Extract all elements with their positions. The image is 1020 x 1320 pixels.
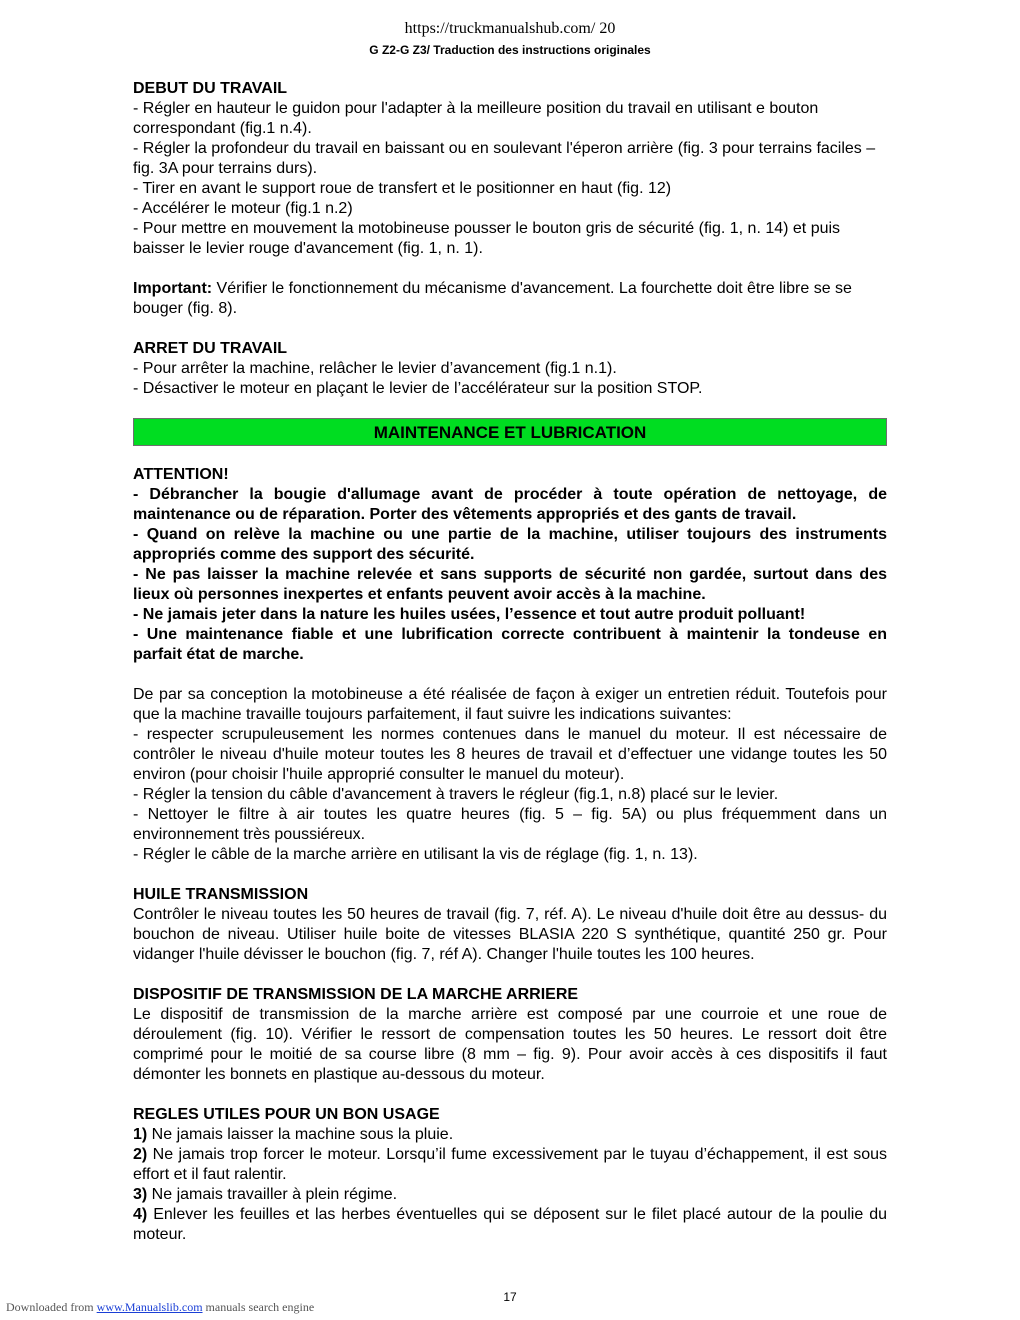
important-text: Vérifier le fonctionnement du mécanisme d'avancement. La fourchette doit être libre se se bouger (fig. 8). <box>133 280 852 317</box>
regle-number: 4) <box>133 1206 148 1223</box>
regle-number: 1) <box>133 1126 148 1143</box>
maintenance-banner: MAINTENANCE ET LUBRICATION <box>133 418 887 446</box>
debut-line: - Accélérer le moteur (fig.1 n.2) <box>133 200 353 217</box>
regle-number: 2) <box>133 1146 148 1163</box>
important-label: Important: <box>133 280 213 297</box>
attention-line: - Quand on relève la machine ou une partie de la machine, utiliser toujours des instruments appropriés comme des support des sécurité. <box>133 526 887 563</box>
regle-item <box>133 1125 887 1145</box>
debut-line: - Tirer en avant le support roue de transfert et le positionner en haut (fig. 12) <box>133 180 672 197</box>
download-footer <box>6 1300 314 1315</box>
attention-line: - Ne jamais jeter dans la nature les huiles usées, l’essence et tout autre produit polluant! <box>133 606 806 623</box>
header-url: https://truckmanualshub.com/ 20 <box>404 20 616 37</box>
section-title-dispositif: DISPOSITIF DE TRANSMISSION DE LA MARCHE ARRIERE <box>133 986 579 1003</box>
document-body <box>133 79 887 1245</box>
header-subtitle: G Z2-G Z3/ Traduction des instructions originales <box>369 43 651 57</box>
entretien-line: - Régler le câble de la marche arrière en utilisant la vis de réglage (fig. 1, n. 13). <box>133 846 698 863</box>
footer-prefix: Downloaded from <box>6 1300 97 1314</box>
attention-line: - Une maintenance fiable et une lubrification correcte contribuent à maintenir la tondeuse en parfait état de marche. <box>133 626 887 663</box>
regle-text: Ne jamais laisser la machine sous la pluie. <box>147 1126 454 1143</box>
regle-item <box>133 1185 887 1205</box>
section-title-arret: ARRET DU TRAVAIL <box>133 340 288 357</box>
attention-line: - Débrancher la bougie d'allumage avant de procéder à toute opération de nettoyage, de maintenance ou de réparation. Porter des vêtements appropriés et des gants de travail. <box>133 486 887 523</box>
regle-text: Ne jamais travailler à plein régime. <box>147 1186 398 1203</box>
entretien-line: - respecter scrupuleusement les normes contenues dans le manuel du moteur. Il est nécessaire de contrôler le niveau d'huile moteur toutes les 8 heures de travail et d’effectuer une vidange toutes les 50 environ (pour choisir l'huile approprié consulter le manuel du moteur). <box>133 726 887 783</box>
section-title-regles: REGLES UTILES POUR UN BON USAGE <box>133 1106 440 1123</box>
dispositif-text: Le dispositif de transmission de la marche arrière est composé par une courroie et une roue de déroulement (fig. 10). Vérifier le ressort de compensation toutes les 50 heures. Le ressort doit être comprimé pour le moitié de sa course libre (8 mm – fig. 9). Pour avoir accès à ces dispositifs il faut démonter les bonnets en plastique au-dessous du moteur. <box>133 1006 887 1083</box>
entretien-line: - Nettoyer le filtre à air toutes les quatre heures (fig. 5 – fig. 5A) ou plus fréquemment dans un environnement très poussiéreux. <box>133 806 887 843</box>
section-title-huile: HUILE TRANSMISSION <box>133 886 309 903</box>
debut-line: - Régler la profondeur du travail en baissant ou en soulevant l'éperon arrière (fig. 3 pour terrains faciles – fig. 3A pour terrains durs). <box>133 140 876 177</box>
debut-line: - Régler en hauteur le guidon pour l'adapter à la meilleure position du travail en utilisant e bouton correspondant (fig.1 n.4). <box>133 100 819 137</box>
arret-line: - Pour arrêter la machine, relâcher le levier d’avancement (fig.1 n.1). <box>133 360 617 377</box>
regle-item <box>133 1145 887 1185</box>
arret-line: - Désactiver le moteur en plaçant le levier de l’accélérateur sur la position STOP. <box>133 380 703 397</box>
attention-title: ATTENTION! <box>133 466 229 483</box>
huile-text: Contrôler le niveau toutes les 50 heures de travail (fig. 7, réf. A). Le niveau d'huile doit être au dessus- du bouchon de niveau. Utiliser huile boite de vitesses BLASIA 220 S synthétique, quantité 250 gr. Pour vidanger l'huile dévisser le bouchon (fig. 7, réf A). Changer l'huile toutes les 100 heures. <box>133 906 887 963</box>
regle-item <box>133 1205 887 1245</box>
footer-suffix: manuals search engine <box>202 1300 315 1314</box>
entretien-line: De par sa conception la motobineuse a été réalisée de façon à exiger un entretien réduit. Toutefois pour que la machine travaille toujours parfaitement, il faut suivre les indications suivantes: <box>133 686 887 723</box>
manualslib-link[interactable]: www.Manualslib.com <box>96 1300 203 1314</box>
attention-line: - Ne pas laisser la machine relevée et sans supports de sécurité non gardée, surtout dans des lieux où personnes inexpertes et enfants peuvent avoir accès à la machine. <box>133 566 887 603</box>
important-note <box>133 279 887 319</box>
regle-text: Ne jamais trop forcer le moteur. Lorsqu’il fume excessivement par le tuyau d’échappement, il est sous effort et il faut ralentir. <box>133 1146 887 1183</box>
regle-text: Enlever les feuilles et las herbes éventuelles qui se déposent sur le filet placé autour de la poulie du moteur. <box>133 1206 887 1243</box>
entretien-line: - Régler la tension du câble d'avancement à travers le régleur (fig.1, n.8) placé sur le levier. <box>133 786 779 803</box>
regle-number: 3) <box>133 1186 148 1203</box>
page-number: 17 <box>503 1290 517 1304</box>
section-title-debut: DEBUT DU TRAVAIL <box>133 80 288 97</box>
debut-line: - Pour mettre en mouvement la motobineuse pousser le bouton gris de sécurité (fig. 1, n. 14) et puis baisser le levier rouge d'avancement (fig. 1, n. 1). <box>133 220 841 257</box>
